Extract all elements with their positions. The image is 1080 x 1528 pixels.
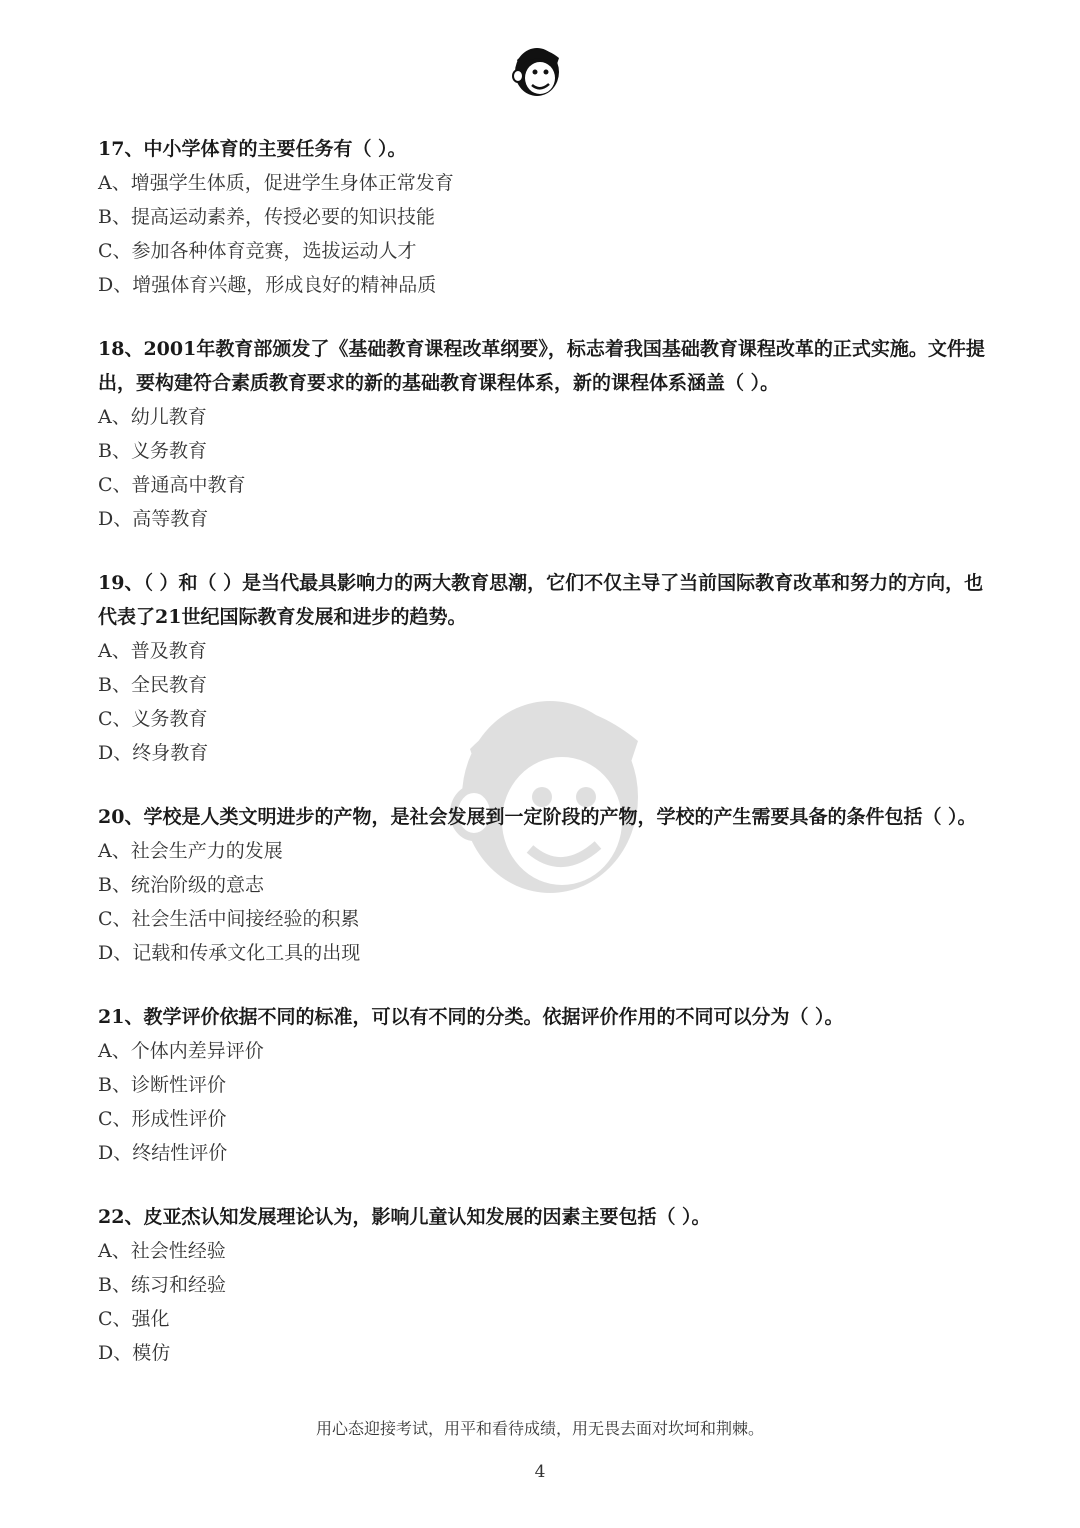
option-a: A、社会性经验: [98, 1240, 226, 1262]
question-list: [98, 132, 998, 1400]
option-d: D、高等教育: [98, 508, 209, 530]
option-c: C、形成性评价: [98, 1108, 227, 1130]
option-d: D、增强体育兴趣，形成良好的精神品质: [98, 274, 437, 296]
option-a: A、幼儿教育: [98, 406, 207, 428]
option-b: B、全民教育: [98, 674, 207, 696]
option-d: D、终身教育: [98, 742, 209, 764]
option-c: C、强化: [98, 1308, 170, 1330]
question-stem: 17、中小学体育的主要任务有（ ）。: [98, 138, 407, 160]
option-c: C、参加各种体育竞赛，选拔运动人才: [98, 240, 417, 262]
option-d: D、模仿: [98, 1342, 171, 1364]
option-d: D、终结性评价: [98, 1142, 228, 1164]
question-stem: 22、皮亚杰认知发展理论认为，影响儿童认知发展的因素主要包括（ ）。: [98, 1206, 711, 1228]
footer-quote: 用心态迎接考试，用平和看待成绩，用无畏去面对坎坷和荆棘。: [315, 1419, 764, 1438]
option-a: A、增强学生体质，促进学生身体正常发育: [98, 172, 454, 194]
question-19: [98, 566, 998, 770]
option-b: B、诊断性评价: [98, 1074, 226, 1096]
option-b: B、义务教育: [98, 440, 207, 462]
question-20: [98, 800, 998, 970]
option-a: A、普及教育: [98, 640, 207, 662]
option-b: B、统治阶级的意志: [98, 874, 264, 896]
question-stem: 18、2001年教育部颁发了《基础教育课程改革纲要》，标志着我国基础教育课程改革的正式实施。文件提出，要构建符合素质教育要求的新的基础教育课程体系，新的课程体系涵盖（ ）。: [98, 338, 985, 394]
option-c: C、普通高中教育: [98, 474, 246, 496]
option-b: B、练习和经验: [98, 1274, 226, 1296]
option-d: D、记载和传承文化工具的出现: [98, 942, 361, 964]
option-a: A、个体内差异评价: [98, 1040, 264, 1062]
option-a: A、社会生产力的发展: [98, 840, 283, 862]
option-c: C、义务教育: [98, 708, 208, 730]
option-b: B、提高运动素养，传授必要的知识技能: [98, 206, 435, 228]
question-17: [98, 132, 998, 302]
question-21: [98, 1000, 998, 1170]
question-stem: 20、学校是人类文明进步的产物，是社会发展到一定阶段的产物，学校的产生需要具备的条件包括（ ）。: [98, 806, 977, 828]
monkey-logo-icon: [507, 38, 567, 100]
question-stem: 19、（ ）和（ ）是当代最具影响力的两大教育思潮，它们不仅主导了当前国际教育改革和努力的方向，也代表了21世纪国际教育发展和进步的趋势。: [98, 572, 984, 628]
option-c: C、社会生活中间接经验的积累: [98, 908, 360, 930]
question-22: [98, 1200, 998, 1370]
question-18: [98, 332, 998, 536]
question-stem: 21、教学评价依据不同的标准，可以有不同的分类。依据评价作用的不同可以分为（ ）。: [98, 1006, 844, 1028]
page-number: 4: [534, 1462, 546, 1482]
